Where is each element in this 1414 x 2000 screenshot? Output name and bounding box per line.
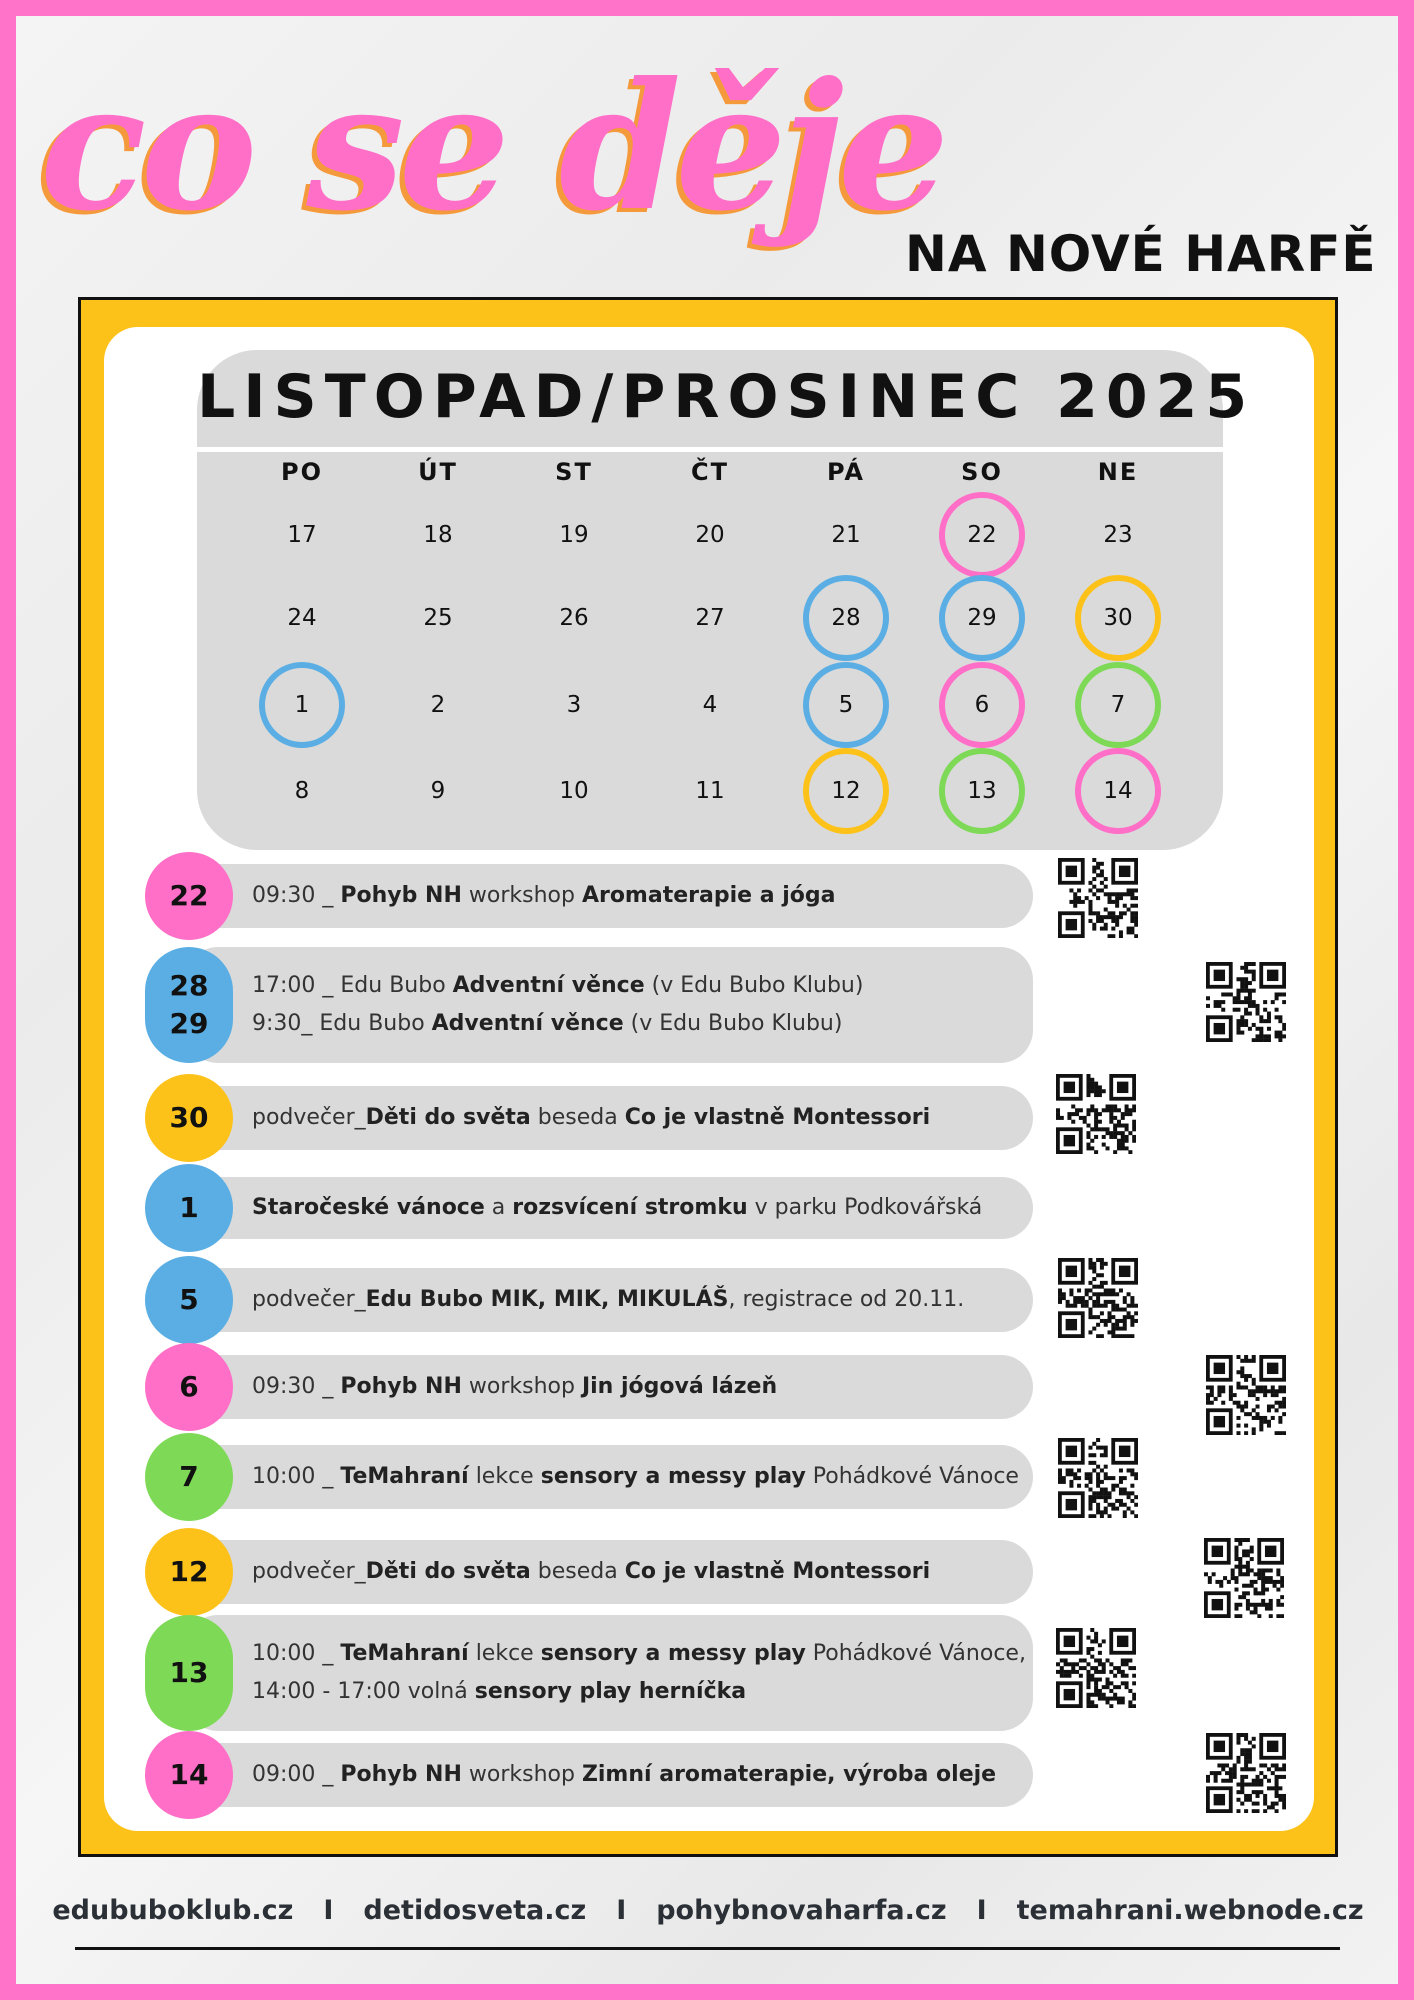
calendar-day: 25 bbox=[423, 605, 453, 631]
event-text: beseda bbox=[530, 1105, 625, 1130]
calendar-day: 21 bbox=[831, 522, 861, 548]
event-line bbox=[252, 1635, 1026, 1673]
calendar-day: 17 bbox=[287, 522, 317, 548]
qr-code[interactable] bbox=[1206, 1733, 1286, 1813]
event-text: podvečer_ bbox=[252, 1105, 366, 1130]
event-line bbox=[252, 967, 1022, 1005]
event-description bbox=[252, 1635, 1026, 1711]
calendar-day: 2 bbox=[430, 692, 446, 718]
qr-code[interactable] bbox=[1058, 858, 1138, 938]
event-text: Pohádkové Vánoce, bbox=[805, 1641, 1026, 1666]
qr-code[interactable] bbox=[1206, 962, 1286, 1042]
calendar-title: LISTOPAD/PROSINEC 2025 bbox=[197, 362, 1256, 432]
event-highlight-text: rozsvícení stromku bbox=[512, 1195, 748, 1220]
calendar-day: 24 bbox=[287, 605, 317, 631]
event-day-number: 30 bbox=[169, 1101, 209, 1134]
event-day-number: 7 bbox=[179, 1460, 199, 1493]
event-line bbox=[252, 1281, 1022, 1319]
event-text: (v Edu Bubo Klubu) bbox=[644, 973, 864, 998]
weekday-label: PÁ bbox=[827, 458, 865, 486]
calendar-day-highlighted: 30 bbox=[1075, 575, 1161, 661]
calendar-day: 10 bbox=[559, 778, 589, 804]
event-highlight-text: Děti do světa bbox=[365, 1105, 531, 1130]
event-day-number: 12 bbox=[169, 1555, 209, 1588]
event-line bbox=[252, 1099, 1022, 1137]
event-text: podvečer_ bbox=[252, 1559, 366, 1584]
footer-separator: I bbox=[616, 1895, 627, 1926]
event-date-badge bbox=[145, 1343, 233, 1431]
event-highlight-text: Pohyb NH bbox=[340, 1374, 462, 1399]
footer-link[interactable]: detidosveta.cz bbox=[363, 1895, 587, 1926]
event-text: 14:00 - 17:00 volná bbox=[252, 1679, 475, 1704]
event-line bbox=[252, 1368, 1022, 1406]
event-highlight-text: TeMahraní bbox=[340, 1464, 469, 1489]
event-text: v parku Podkovářská bbox=[747, 1195, 983, 1220]
calendar-day-highlighted: 6 bbox=[939, 662, 1025, 748]
qr-code[interactable] bbox=[1206, 1355, 1286, 1435]
event-text: workshop bbox=[461, 883, 582, 908]
event-highlight-text: Aromaterapie a jóga bbox=[581, 883, 836, 908]
event-highlight-text: Adventní věnce bbox=[452, 973, 645, 998]
weekday-label: PO bbox=[281, 458, 323, 486]
weekday-label: ÚT bbox=[418, 458, 458, 486]
footer-link[interactable]: temahrani.webnode.cz bbox=[1016, 1895, 1364, 1926]
calendar-day: 11 bbox=[695, 778, 725, 804]
qr-code[interactable] bbox=[1204, 1538, 1284, 1618]
calendar-day: 4 bbox=[702, 692, 718, 718]
event-highlight-text: Staročeské vánoce bbox=[252, 1195, 485, 1220]
event-day-number: 22 bbox=[169, 879, 209, 912]
event-text: 10:00 _ bbox=[252, 1464, 341, 1489]
event-line bbox=[252, 1005, 1022, 1043]
event-highlight-text: sensory a messy play bbox=[540, 1641, 806, 1666]
event-date-badge bbox=[145, 1615, 233, 1731]
event-text: (v Edu Bubo Klubu) bbox=[623, 1011, 843, 1036]
calendar-day-highlighted: 13 bbox=[939, 748, 1025, 834]
footer-link[interactable]: pohybnovaharfa.cz bbox=[656, 1895, 947, 1926]
calendar-day: 23 bbox=[1103, 522, 1133, 548]
script-title: co se děje bbox=[40, 45, 944, 250]
event-text: 9:30_ Edu Bubo bbox=[252, 1011, 432, 1036]
event-highlight-text: sensory a messy play bbox=[540, 1464, 806, 1489]
event-description bbox=[252, 967, 1022, 1043]
calendar-day-highlighted: 5 bbox=[803, 662, 889, 748]
calendar-divider bbox=[197, 447, 1223, 452]
event-line bbox=[252, 1673, 1022, 1711]
event-day-number: 6 bbox=[179, 1370, 199, 1403]
event-day-number: 1 bbox=[179, 1191, 199, 1224]
event-highlight-text: Děti do světa bbox=[365, 1559, 531, 1584]
calendar-day: 20 bbox=[695, 522, 725, 548]
event-text: , registrace od 20.11. bbox=[728, 1287, 965, 1312]
event-date-badge bbox=[145, 947, 233, 1063]
event-date-badge bbox=[145, 1164, 233, 1252]
event-description bbox=[252, 1099, 1022, 1137]
event-text: workshop bbox=[461, 1762, 582, 1787]
event-text: 10:00 _ bbox=[252, 1641, 341, 1666]
event-highlight-text: Co je vlastně Montessori bbox=[624, 1105, 931, 1130]
calendar-day-highlighted: 28 bbox=[803, 575, 889, 661]
calendar-day: 26 bbox=[559, 605, 589, 631]
calendar-day-highlighted: 14 bbox=[1075, 748, 1161, 834]
weekday-label: NE bbox=[1097, 458, 1139, 486]
qr-code[interactable] bbox=[1058, 1258, 1138, 1338]
event-line bbox=[252, 1756, 1022, 1794]
calendar-day: 27 bbox=[695, 605, 725, 631]
event-highlight-text: Pohyb NH bbox=[340, 883, 462, 908]
event-highlight-text: Zimní aromaterapie, výroba oleje bbox=[581, 1762, 997, 1787]
calendar-day-highlighted: 1 bbox=[259, 662, 345, 748]
event-text: 09:30 _ bbox=[252, 883, 341, 908]
footer-divider bbox=[75, 1947, 1340, 1950]
event-date-badge bbox=[145, 1731, 233, 1819]
event-text: workshop bbox=[461, 1374, 582, 1399]
calendar-day: 9 bbox=[430, 778, 446, 804]
footer-links bbox=[52, 1895, 1364, 1926]
event-text: 09:30 _ bbox=[252, 1374, 341, 1399]
event-day-number: 29 bbox=[169, 1007, 209, 1040]
event-description bbox=[252, 1368, 1022, 1406]
qr-code[interactable] bbox=[1058, 1438, 1138, 1518]
weekday-label: SO bbox=[961, 458, 1003, 486]
event-date-badge bbox=[145, 1528, 233, 1616]
event-highlight-text: Edu Bubo MIK, MIK, MIKULÁŠ bbox=[365, 1287, 729, 1312]
calendar-day: 8 bbox=[294, 778, 310, 804]
calendar-day-highlighted: 12 bbox=[803, 748, 889, 834]
event-description bbox=[252, 877, 1022, 915]
qr-code[interactable] bbox=[1056, 1628, 1136, 1708]
footer-separator: I bbox=[323, 1895, 334, 1926]
calendar-day: 3 bbox=[566, 692, 582, 718]
event-text: 09:00 _ bbox=[252, 1762, 341, 1787]
calendar-day-highlighted: 29 bbox=[939, 575, 1025, 661]
event-text: 17:00 _ Edu Bubo bbox=[252, 973, 453, 998]
qr-code[interactable] bbox=[1056, 1074, 1136, 1154]
event-date-badge bbox=[145, 1433, 233, 1521]
calendar-day: 19 bbox=[559, 522, 589, 548]
event-description bbox=[252, 1281, 1022, 1319]
event-highlight-text: Jin jógová lázeň bbox=[581, 1374, 778, 1399]
event-text: a bbox=[484, 1195, 513, 1220]
event-text: beseda bbox=[530, 1559, 625, 1584]
event-day-number: 5 bbox=[179, 1283, 199, 1316]
event-text: lekce bbox=[468, 1641, 541, 1666]
calendar-day-highlighted: 7 bbox=[1075, 662, 1161, 748]
event-highlight-text: Pohyb NH bbox=[340, 1762, 462, 1787]
event-day-number: 13 bbox=[169, 1656, 209, 1689]
event-line bbox=[252, 1553, 1022, 1591]
calendar-day-highlighted: 22 bbox=[939, 492, 1025, 578]
event-description bbox=[252, 1553, 1022, 1591]
event-description bbox=[252, 1458, 1022, 1496]
weekday-label: ČT bbox=[691, 458, 729, 486]
event-day-number: 14 bbox=[169, 1758, 209, 1791]
event-highlight-text: Co je vlastně Montessori bbox=[624, 1559, 931, 1584]
event-highlight-text: TeMahraní bbox=[340, 1641, 469, 1666]
event-line bbox=[252, 1189, 1022, 1227]
event-text: Pohádkové Vánoce bbox=[805, 1464, 1019, 1489]
event-description bbox=[252, 1756, 1022, 1794]
weekday-label: ST bbox=[555, 458, 593, 486]
event-text: lekce bbox=[468, 1464, 541, 1489]
event-line bbox=[252, 877, 1022, 915]
footer-link[interactable]: edububoklub.cz bbox=[52, 1895, 294, 1926]
event-day-number: 28 bbox=[169, 969, 209, 1002]
event-date-badge bbox=[145, 1074, 233, 1162]
event-highlight-text: sensory play herníčka bbox=[474, 1679, 747, 1704]
event-date-badge bbox=[145, 1256, 233, 1344]
event-date-badge bbox=[145, 852, 233, 940]
event-highlight-text: Adventní věnce bbox=[431, 1011, 624, 1036]
event-description bbox=[252, 1189, 1022, 1227]
event-text: podvečer_ bbox=[252, 1287, 366, 1312]
footer-separator: I bbox=[976, 1895, 987, 1926]
event-line bbox=[252, 1458, 1022, 1496]
calendar-day: 18 bbox=[423, 522, 453, 548]
subtitle: NA NOVÉ HARFĚ bbox=[905, 225, 1377, 283]
